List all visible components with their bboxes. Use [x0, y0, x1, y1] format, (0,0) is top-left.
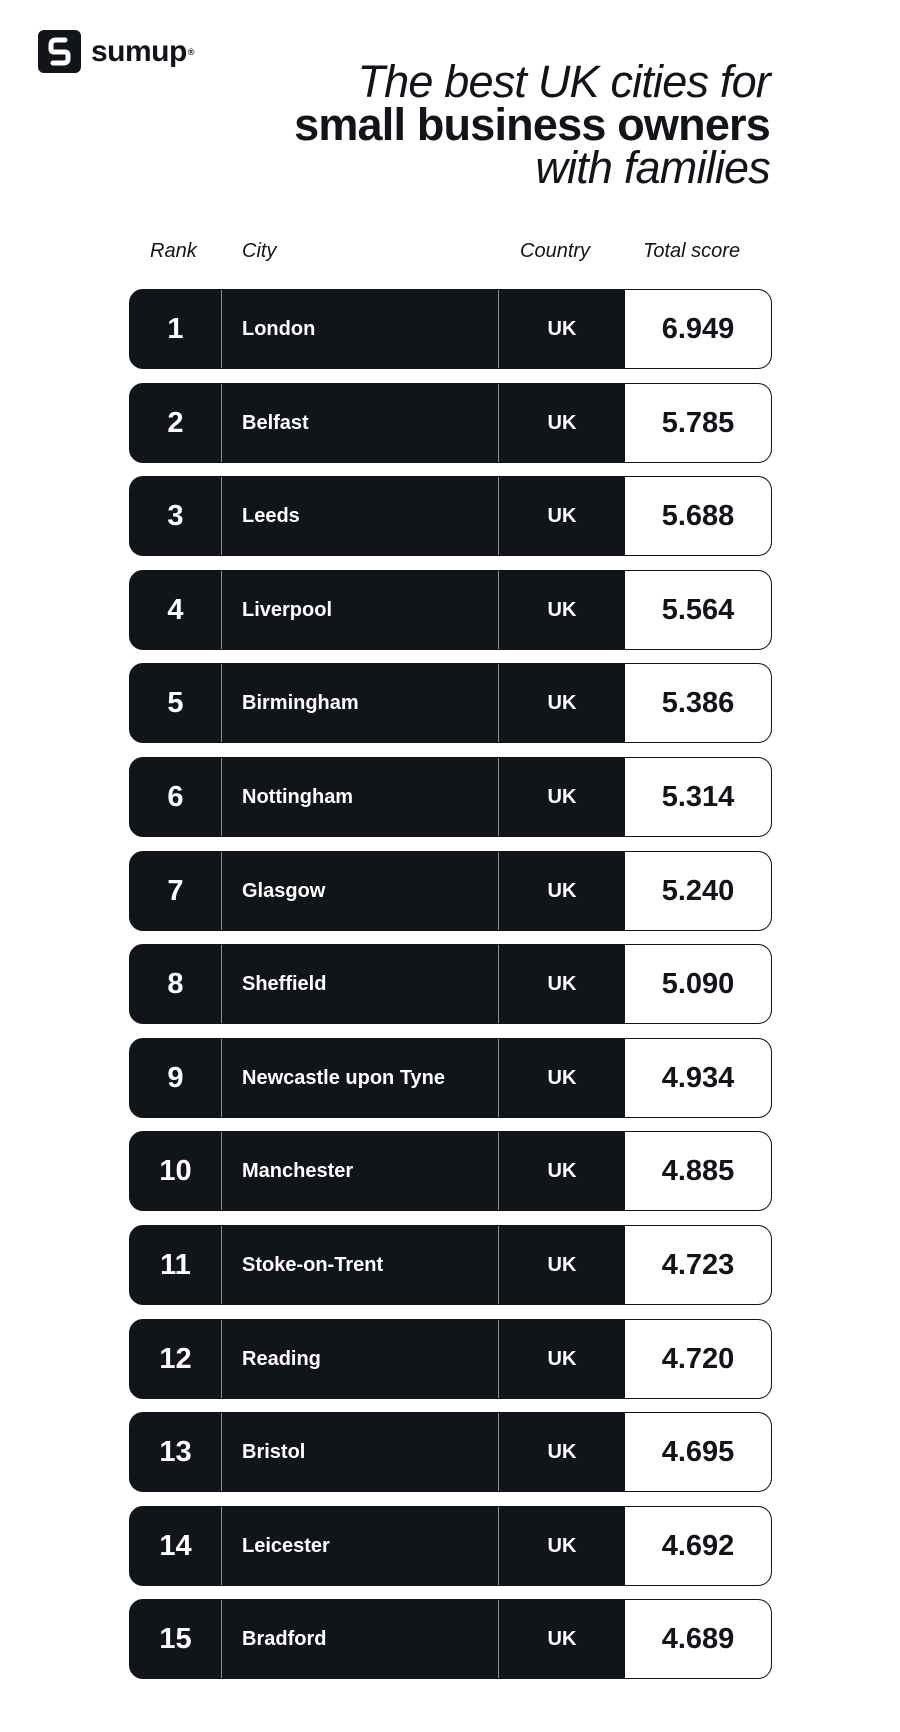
country-cell: UK — [498, 758, 625, 836]
table-header — [0, 240, 900, 266]
city-cell: Bristol — [221, 1413, 498, 1491]
score-cell: 5.090 — [625, 945, 771, 1023]
city-cell: Birmingham — [221, 664, 498, 742]
country-cell: UK — [498, 1132, 625, 1210]
city-cell: Reading — [221, 1320, 498, 1398]
rank-cell: 10 — [159, 1154, 192, 1187]
city-cell: Manchester — [221, 1132, 498, 1210]
table-row — [129, 1319, 772, 1399]
page-title — [294, 56, 770, 193]
rank-cell: 3 — [167, 499, 184, 532]
sumup-logo — [38, 30, 194, 73]
rank-cell: 11 — [160, 1248, 191, 1281]
sumup-logo-icon — [38, 30, 81, 73]
rank-cell: 8 — [167, 967, 184, 1000]
table-row — [129, 1412, 772, 1492]
table-row — [129, 944, 772, 1024]
table-row — [129, 1599, 772, 1679]
column-header-country: Country — [520, 240, 591, 262]
brand-name: sumup — [91, 34, 187, 68]
score-cell: 5.785 — [625, 384, 771, 462]
country-cell: UK — [498, 477, 625, 555]
brand-reg-mark: ® — [187, 46, 195, 57]
rank-cell: 4 — [167, 593, 184, 626]
column-header-rank: Rank — [150, 240, 197, 262]
table-row — [129, 570, 772, 650]
city-cell: Leicester — [221, 1507, 498, 1585]
country-cell: UK — [498, 1413, 625, 1491]
country-cell: UK — [498, 1320, 625, 1398]
country-cell: UK — [498, 664, 625, 742]
city-cell: Sheffield — [221, 945, 498, 1023]
table-row — [129, 1131, 772, 1211]
score-cell: 4.885 — [625, 1132, 771, 1210]
city-cell: Nottingham — [221, 758, 498, 836]
score-cell: 4.720 — [625, 1320, 771, 1398]
city-cell: Bradford — [221, 1600, 498, 1678]
rank-cell: 12 — [159, 1342, 192, 1375]
title-line-3: with families — [535, 142, 770, 193]
city-cell: Glasgow — [221, 852, 498, 930]
score-cell: 6.949 — [625, 290, 771, 368]
score-cell: 5.314 — [625, 758, 771, 836]
rank-cell: 7 — [167, 874, 184, 907]
title-line-2: small business owners — [294, 99, 770, 150]
score-cell: 4.692 — [625, 1507, 771, 1585]
city-cell: London — [221, 290, 498, 368]
city-cell: Newcastle upon Tyne — [221, 1039, 498, 1117]
score-cell: 5.240 — [625, 852, 771, 930]
rank-cell: 9 — [167, 1061, 184, 1094]
table-row — [129, 1506, 772, 1586]
country-cell: UK — [498, 1507, 625, 1585]
title-line-1: The best UK cities for — [357, 56, 770, 107]
country-cell: UK — [498, 945, 625, 1023]
rank-cell: 6 — [167, 780, 184, 813]
table-row — [129, 851, 772, 931]
table-row — [129, 1225, 772, 1305]
country-cell: UK — [498, 1600, 625, 1678]
country-cell: UK — [498, 384, 625, 462]
city-cell: Leeds — [221, 477, 498, 555]
city-cell: Stoke-on-Trent — [221, 1226, 498, 1304]
table-row — [129, 383, 772, 463]
country-cell: UK — [498, 852, 625, 930]
score-cell: 4.695 — [625, 1413, 771, 1491]
country-cell: UK — [498, 290, 625, 368]
table-row — [129, 1038, 772, 1118]
rank-cell: 2 — [167, 406, 184, 439]
score-cell: 5.386 — [625, 664, 771, 742]
rank-cell: 15 — [159, 1622, 192, 1655]
city-cell: Liverpool — [221, 571, 498, 649]
country-cell: UK — [498, 1226, 625, 1304]
score-cell: 4.689 — [625, 1600, 771, 1678]
score-cell: 5.688 — [625, 477, 771, 555]
column-header-total-score: Total score — [643, 240, 741, 262]
table-row — [129, 476, 772, 556]
city-cell: Belfast — [221, 384, 498, 462]
score-cell: 4.723 — [625, 1226, 771, 1304]
rank-cell: 5 — [167, 686, 184, 719]
score-cell: 5.564 — [625, 571, 771, 649]
rank-cell: 13 — [159, 1435, 192, 1468]
rank-cell: 14 — [159, 1529, 192, 1562]
column-header-city: City — [242, 240, 277, 262]
table-row — [129, 663, 772, 743]
rank-cell: 1 — [167, 312, 184, 345]
table-row — [129, 289, 772, 369]
table-row — [129, 757, 772, 837]
country-cell: UK — [498, 571, 625, 649]
score-cell: 4.934 — [625, 1039, 771, 1117]
country-cell: UK — [498, 1039, 625, 1117]
